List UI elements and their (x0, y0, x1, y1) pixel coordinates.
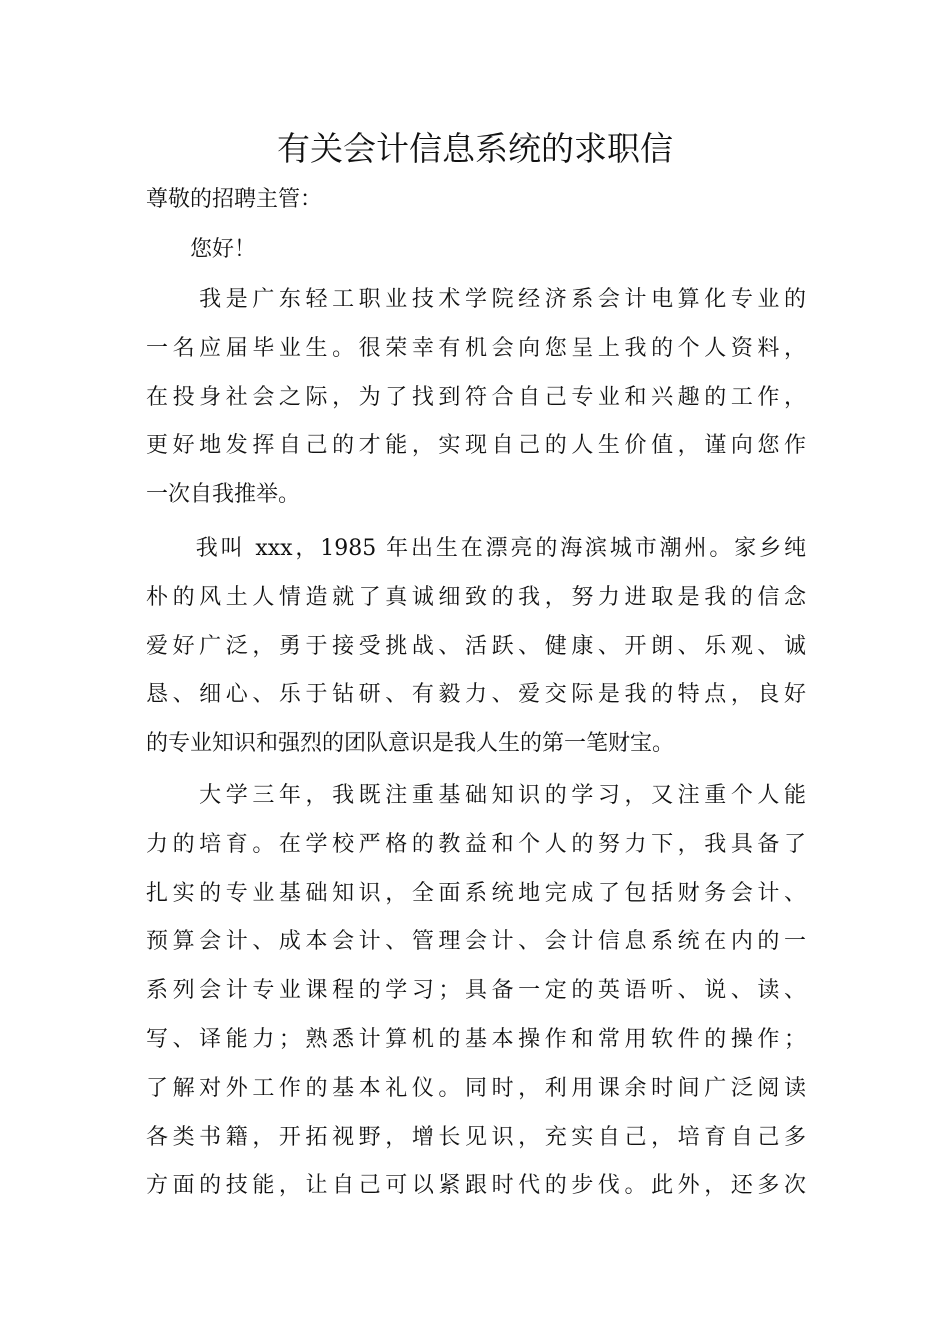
paragraph-line: 爱好广泛，勇于接受挑战、活跃、健康、开朗、乐观、诚 (146, 633, 806, 659)
paragraph-line: 的专业知识和强烈的团队意识是我人生的第一笔财宝。 (146, 731, 675, 757)
paragraph-line: 更好地发挥自己的才能，实现自己的人生价值，谨向您作 (146, 433, 806, 459)
paragraph-line: 大学三年，我既注重基础知识的学习，又注重个人能 (146, 783, 806, 808)
paragraph-education (146, 772, 806, 1211)
paragraph-personal (146, 525, 806, 769)
paragraph-line: 一次自我推举。 (146, 482, 301, 508)
document-title: 有关会计信息系统的求职信 (277, 129, 673, 168)
paragraph-line: 力的培育。在学校严格的教益和个人的努力下，我具备了 (146, 831, 806, 857)
paragraph-line: 系列会计专业课程的学习；具备一定的英语听、说、读、 (146, 978, 806, 1004)
paragraph-line: 恳、细心、乐于钻研、有毅力、爱交际是我的特点，良好 (146, 682, 806, 708)
paragraph-introduction (146, 276, 806, 520)
paragraph-line: 了解对外工作的基本礼仪。同时，利用课余时间广泛阅读 (146, 1075, 806, 1101)
paragraph-line: 写、译能力；熟悉计算机的基本操作和常用软件的操作； (146, 1026, 806, 1052)
greeting: 您好！ (146, 237, 257, 262)
paragraph-line: 在投身社会之际，为了找到符合自己专业和兴趣的工作， (146, 384, 806, 410)
paragraph-line: 预算会计、成本会计、管理会计、会计信息系统在内的一 (146, 929, 806, 955)
paragraph-line: 一名应届毕业生。很荣幸有机会向您呈上我的个人资料， (146, 335, 806, 361)
paragraph-line: 方面的技能，让自己可以紧跟时代的步伐。此外，还多次 (146, 1173, 806, 1199)
paragraph-line: 我叫 xxx，1985 年出生在漂亮的海滨城市潮州。家乡纯 (146, 536, 806, 561)
paragraph-line: 朴的风土人情造就了真诚细致的我，努力进取是我的信念 (146, 584, 806, 610)
paragraph-line: 各类书籍，开拓视野，增长见识，充实自己，培育自己多 (146, 1124, 806, 1150)
paragraph-line: 我是广东轻工职业技术学院经济系会计电算化专业的 (146, 287, 806, 312)
salutation: 尊敬的招聘主管： (146, 187, 323, 212)
paragraph-line: 扎实的专业基础知识，全面系统地完成了包括财务会计、 (146, 880, 806, 906)
